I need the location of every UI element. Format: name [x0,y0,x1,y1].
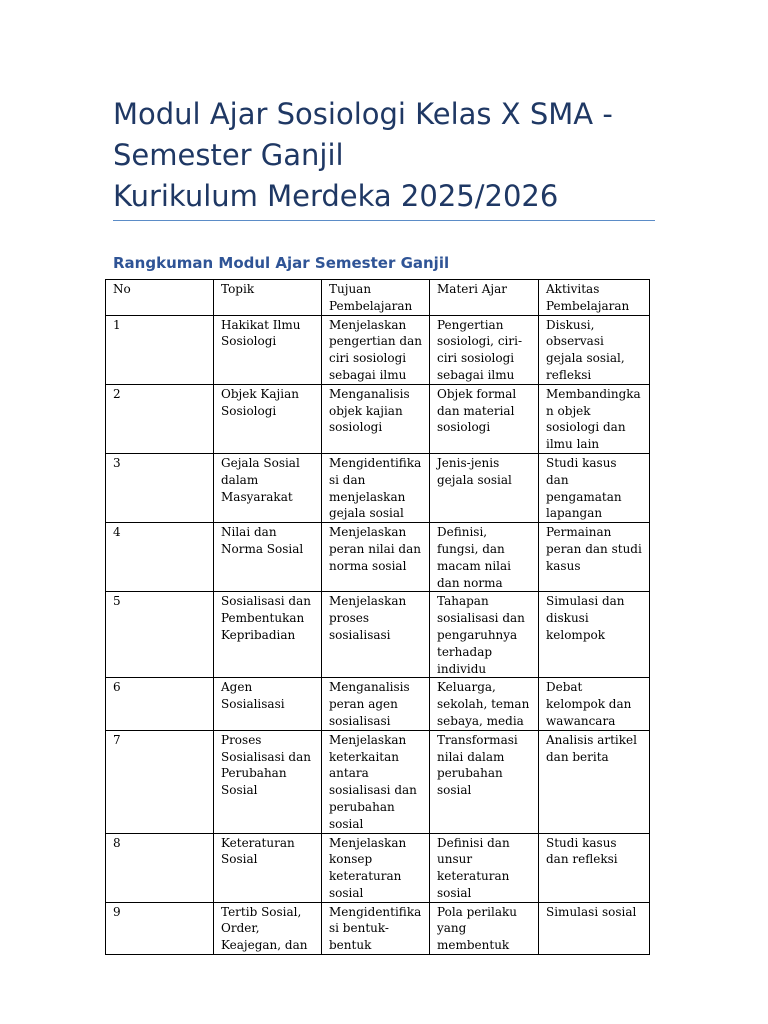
cell-no: 4 [106,523,214,592]
cell-aktivitas: Simulasi sosial [539,902,650,954]
cell-tujuan: Menjelaskan keterkaitan antara sosialisasi dan perubahan sosial [322,730,430,833]
cell-materi: Transformasi nilai dalam perubahan sosial [430,730,539,833]
header-topik: Topik [214,280,322,316]
cell-tujuan: Mengidentifikasi dan menjelaskan gejala sosial [322,453,430,522]
cell-topik: Nilai dan Norma Sosial [214,523,322,592]
cell-no: 6 [106,678,214,730]
cell-no: 8 [106,833,214,902]
cell-topik: Hakikat Ilmu Sosiologi [214,315,322,384]
document-title [113,94,673,217]
table-row [106,453,650,522]
cell-topik: Sosialisasi dan Pembentukan Kepribadian [214,592,322,678]
cell-tujuan: Menganalisis peran agen sosialisasi [322,678,430,730]
cell-topik: Keteraturan Sosial [214,833,322,902]
cell-aktivitas: Debat kelompok dan wawancara [539,678,650,730]
cell-topik: Agen Sosialisasi [214,678,322,730]
cell-materi: Objek formal dan material sosiologi [430,384,539,453]
cell-aktivitas: Permainan peran dan studi kasus [539,523,650,592]
cell-aktivitas: Simulasi dan diskusi kelompok [539,592,650,678]
cell-materi: Pola perilaku yang membentuk [430,902,539,954]
module-summary-table [105,279,650,955]
cell-no: 5 [106,592,214,678]
cell-topik: Proses Sosialisasi dan Perubahan Sosial [214,730,322,833]
table-row [106,833,650,902]
title-line-1: Modul Ajar Sosiologi Kelas X SMA - [113,97,613,131]
table-row [106,678,650,730]
cell-no: 2 [106,384,214,453]
cell-materi: Tahapan sosialisasi dan pengaruhnya terhadap individu [430,592,539,678]
cell-no: 1 [106,315,214,384]
table-row [106,592,650,678]
table-row [106,902,650,954]
table-row [106,384,650,453]
cell-aktivitas: Membandingkan objek sosiologi dan ilmu lain [539,384,650,453]
title-line-2: Semester Ganjil [113,138,344,172]
cell-tujuan: Menjelaskan konsep keteraturan sosial [322,833,430,902]
cell-topik: Objek Kajian Sosiologi [214,384,322,453]
section-heading: Rangkuman Modul Ajar Semester Ganjil [113,254,450,272]
cell-no: 3 [106,453,214,522]
cell-tujuan: Mengidentifikasi bentuk-bentuk [322,902,430,954]
cell-materi: Definisi dan unsur keteraturan sosial [430,833,539,902]
cell-tujuan: Menganalisis objek kajian sosiologi [322,384,430,453]
header-tujuan: Tujuan Pembelajaran [322,280,430,316]
header-aktivitas: Aktivitas Pembelajaran [539,280,650,316]
title-divider [113,220,655,221]
table-row [106,730,650,833]
header-no: No [106,280,214,316]
table-row [106,315,650,384]
cell-tujuan: Menjelaskan peran nilai dan norma sosial [322,523,430,592]
cell-tujuan: Menjelaskan proses sosialisasi [322,592,430,678]
cell-aktivitas: Studi kasus dan pengamatan lapangan [539,453,650,522]
cell-no: 7 [106,730,214,833]
header-materi: Materi Ajar [430,280,539,316]
cell-topik: Tertib Sosial, Order, Keajegan, dan [214,902,322,954]
title-line-3: Kurikulum Merdeka 2025/2026 [113,179,559,213]
cell-aktivitas: Analisis artikel dan berita [539,730,650,833]
cell-aktivitas: Diskusi, observasi gejala sosial, refleksi [539,315,650,384]
cell-aktivitas: Studi kasus dan refleksi [539,833,650,902]
cell-materi: Keluarga, sekolah, teman sebaya, media [430,678,539,730]
cell-materi: Jenis-jenis gejala sosial [430,453,539,522]
cell-no: 9 [106,902,214,954]
table-row [106,523,650,592]
cell-materi: Definisi, fungsi, dan macam nilai dan norma [430,523,539,592]
cell-materi: Pengertian sosiologi, ciri-ciri sosiologi sebagai ilmu [430,315,539,384]
cell-topik: Gejala Sosial dalam Masyarakat [214,453,322,522]
table-header-row [106,280,650,316]
cell-tujuan: Menjelaskan pengertian dan ciri sosiologi sebagai ilmu [322,315,430,384]
